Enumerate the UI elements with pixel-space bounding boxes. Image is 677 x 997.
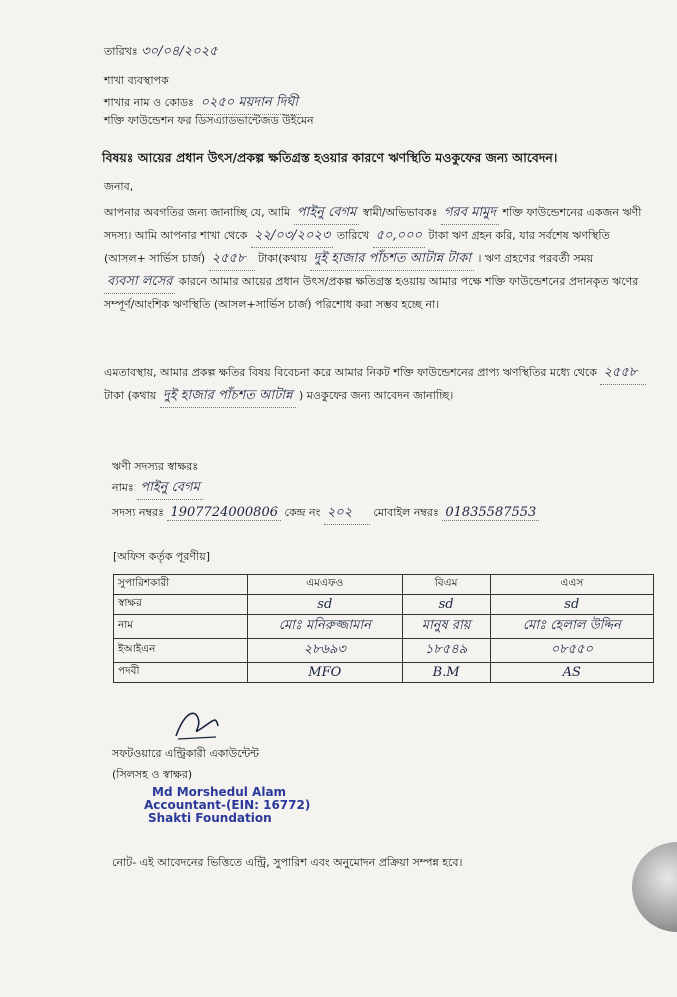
footer-note: নোট- এই আবেদনের ভিত্তিতে এন্ট্রি, সুপারিশ এবং অনুমোদন প্রক্রিয়া সম্পন্ন হবে। (112, 856, 463, 869)
office-name-row (114, 615, 654, 639)
loan-balance: ২৫৫৮ (209, 248, 255, 271)
date-value: ৩০/০৪/২০২৫ (141, 44, 218, 59)
member-signature-label: ঋণী সদস্যর স্বাক্ষরঃ (112, 460, 199, 473)
accountant-title: সফটওয়ারে এন্ট্রিকারী একাউন্টেন্ট (112, 747, 259, 760)
accountant-seal-note: (সিলসহ ও স্বাক্ষর) (112, 768, 193, 781)
center-label: কেন্দ্র নং (284, 506, 321, 519)
header-as: এএস (490, 575, 653, 595)
branch-value: ০২৫০ ময়দান দিঘী (197, 93, 301, 115)
as-designation: AS (490, 663, 653, 683)
office-designation-row (114, 663, 654, 683)
salutation: জনাব, (104, 180, 134, 193)
as-signature: sd (490, 595, 653, 615)
mfo-designation: MFO (248, 663, 403, 683)
loss-cause: ব্যবসা লসের (104, 271, 175, 294)
body2-text-2: টাকা (কথায় (104, 389, 157, 402)
accountant-signature-mark (172, 706, 222, 742)
member-name-value: পাইনু বেগম (137, 478, 203, 500)
body1-text-8: কারনে আমার আয়ের প্রধান উৎস/প্রকল্প ক্ষতিগ্রস্ত হওয়ায় আমার পক্ষে শক্তি ফাউন্ডেশনের প্রদানকৃত ঋণের সম্পূর্ণ/আংশিক ঋণস্থিতি (আসল+সার্ভিস চার্জ) পরিশোধ করা সম্ভব হচ্ছে না। (104, 275, 639, 311)
stamp-name: Md Morshedul Alam (152, 785, 287, 799)
office-table (113, 574, 654, 683)
header-bm: বিএম (402, 575, 490, 595)
bm-designation: B.M (402, 663, 490, 683)
loan-date: ২২/০৩/২০২৩ (251, 225, 333, 248)
member-number-value: 1907724000806 (167, 505, 281, 521)
body1-text-3: শক্তি ফাউন্ডেশনের একজন ঋণী সদস্য। আমি আপনার শাখা থেকে (104, 206, 642, 242)
page-edge-shadow (632, 842, 677, 932)
body-paragraph-1 (104, 202, 652, 316)
office-ein-row (114, 639, 654, 663)
balance-in-words: দুই হাজার পাঁচশত আটান্ন টাকা (310, 248, 473, 271)
mfo-ein: ২৮৬৯৩ (248, 639, 403, 663)
body2-text-1: এমতাবস্থায়, আমার প্রকল্প ক্ষতির বিষয় বিবেচনা করে আমার নিকট শক্তি ফাউন্ডেশনের প্রাপ্য ঋণস্থিতির মধ্যে থেকে (104, 366, 597, 379)
stamp-title: Accountant-(EIN: 16772) (144, 798, 311, 812)
office-signature-row (114, 595, 654, 615)
branch-manager-line: শাখা ব্যবস্থাপক (104, 74, 169, 87)
body1-text-2: স্বামী/অভিভাবকঃ (362, 206, 438, 219)
as-name: মোঃ হেলাল উদ্দিন (490, 615, 653, 639)
stamp-org: Shakti Foundation (148, 811, 272, 825)
accountant-stamp (140, 786, 310, 825)
body2-text-3: ) মওকুফের জন্য আবেদন জানাচ্ছি। (299, 389, 454, 402)
member-name-label: নামঃ (112, 481, 134, 494)
bm-ein: ১৮৫৪৯ (402, 639, 490, 663)
waiver-amount: ২৫৫৮ (600, 362, 646, 385)
mobile-label: মোবাইল নম্বরঃ (373, 506, 439, 519)
bm-name: মানুষ রায় (402, 615, 490, 639)
date-label: তারিখঃ (104, 45, 138, 58)
office-section-title: [অফিস কর্তৃক পূরণীয়] (113, 550, 210, 563)
mfo-name: মোঃ মনিরুজ্জামান (248, 615, 403, 639)
row-label: স্বাক্ষর (114, 595, 248, 615)
organization-line: শক্তি ফাউন্ডেশন ফর ডিসএ্যাডভান্টেজড উইমেন (104, 114, 314, 127)
header-recommender: সুপারিশকারী (114, 575, 248, 595)
body-paragraph-2 (104, 362, 652, 408)
row-label: ইআইএন (114, 639, 248, 663)
row-label: পদবী (114, 663, 248, 683)
member-name-line (112, 478, 203, 500)
branch-label: শাখার নাম ও কোডঃ (104, 96, 194, 109)
body1-text-7: । ঋণ গ্রহণের পরবর্তী সময় (477, 252, 594, 265)
member-number-label: সদস্য নম্বরঃ (112, 506, 164, 519)
loan-amount: ৫০,০০০ (373, 225, 425, 248)
body1-text-5: টাকা ঋণ গ্রহন করি, যার সর্বশেষ ঋণস্থিতি (আসল+ সার্ভিস চার্জ) (104, 229, 610, 265)
center-value: ২০২ (324, 503, 370, 525)
row-label: নাম (114, 615, 248, 639)
mfo-signature: sd (248, 595, 403, 615)
header-mfo: এমএফও (248, 575, 403, 595)
as-ein: ০৮৫৫০ (490, 639, 653, 663)
body1-text-1: আপনার অবগতির জন্য জানাচ্ছি যে, আমি (104, 206, 291, 219)
waiver-amount-words: দুই হাজার পাঁচশত আটান্ন (160, 385, 296, 408)
date-line (104, 42, 218, 63)
member-id-line (112, 503, 539, 525)
mobile-value: 01835587553 (442, 505, 539, 521)
guardian-name: গরব মামুদ (441, 202, 499, 225)
subject-line: বিষয়ঃ আয়ের প্রধান উৎস/প্রকল্প ক্ষতিগ্রস্ত হওয়ার কারণে ঋণস্থিতি মওকুফের জন্য আবেদন। (102, 150, 558, 165)
office-header-row (114, 575, 654, 595)
body1-text-6: টাকা(কথায় (258, 252, 307, 265)
body1-text-4: তারিখে (336, 229, 370, 242)
applicant-name: পাইনু বেগম (294, 202, 360, 225)
bm-signature: sd (402, 595, 490, 615)
